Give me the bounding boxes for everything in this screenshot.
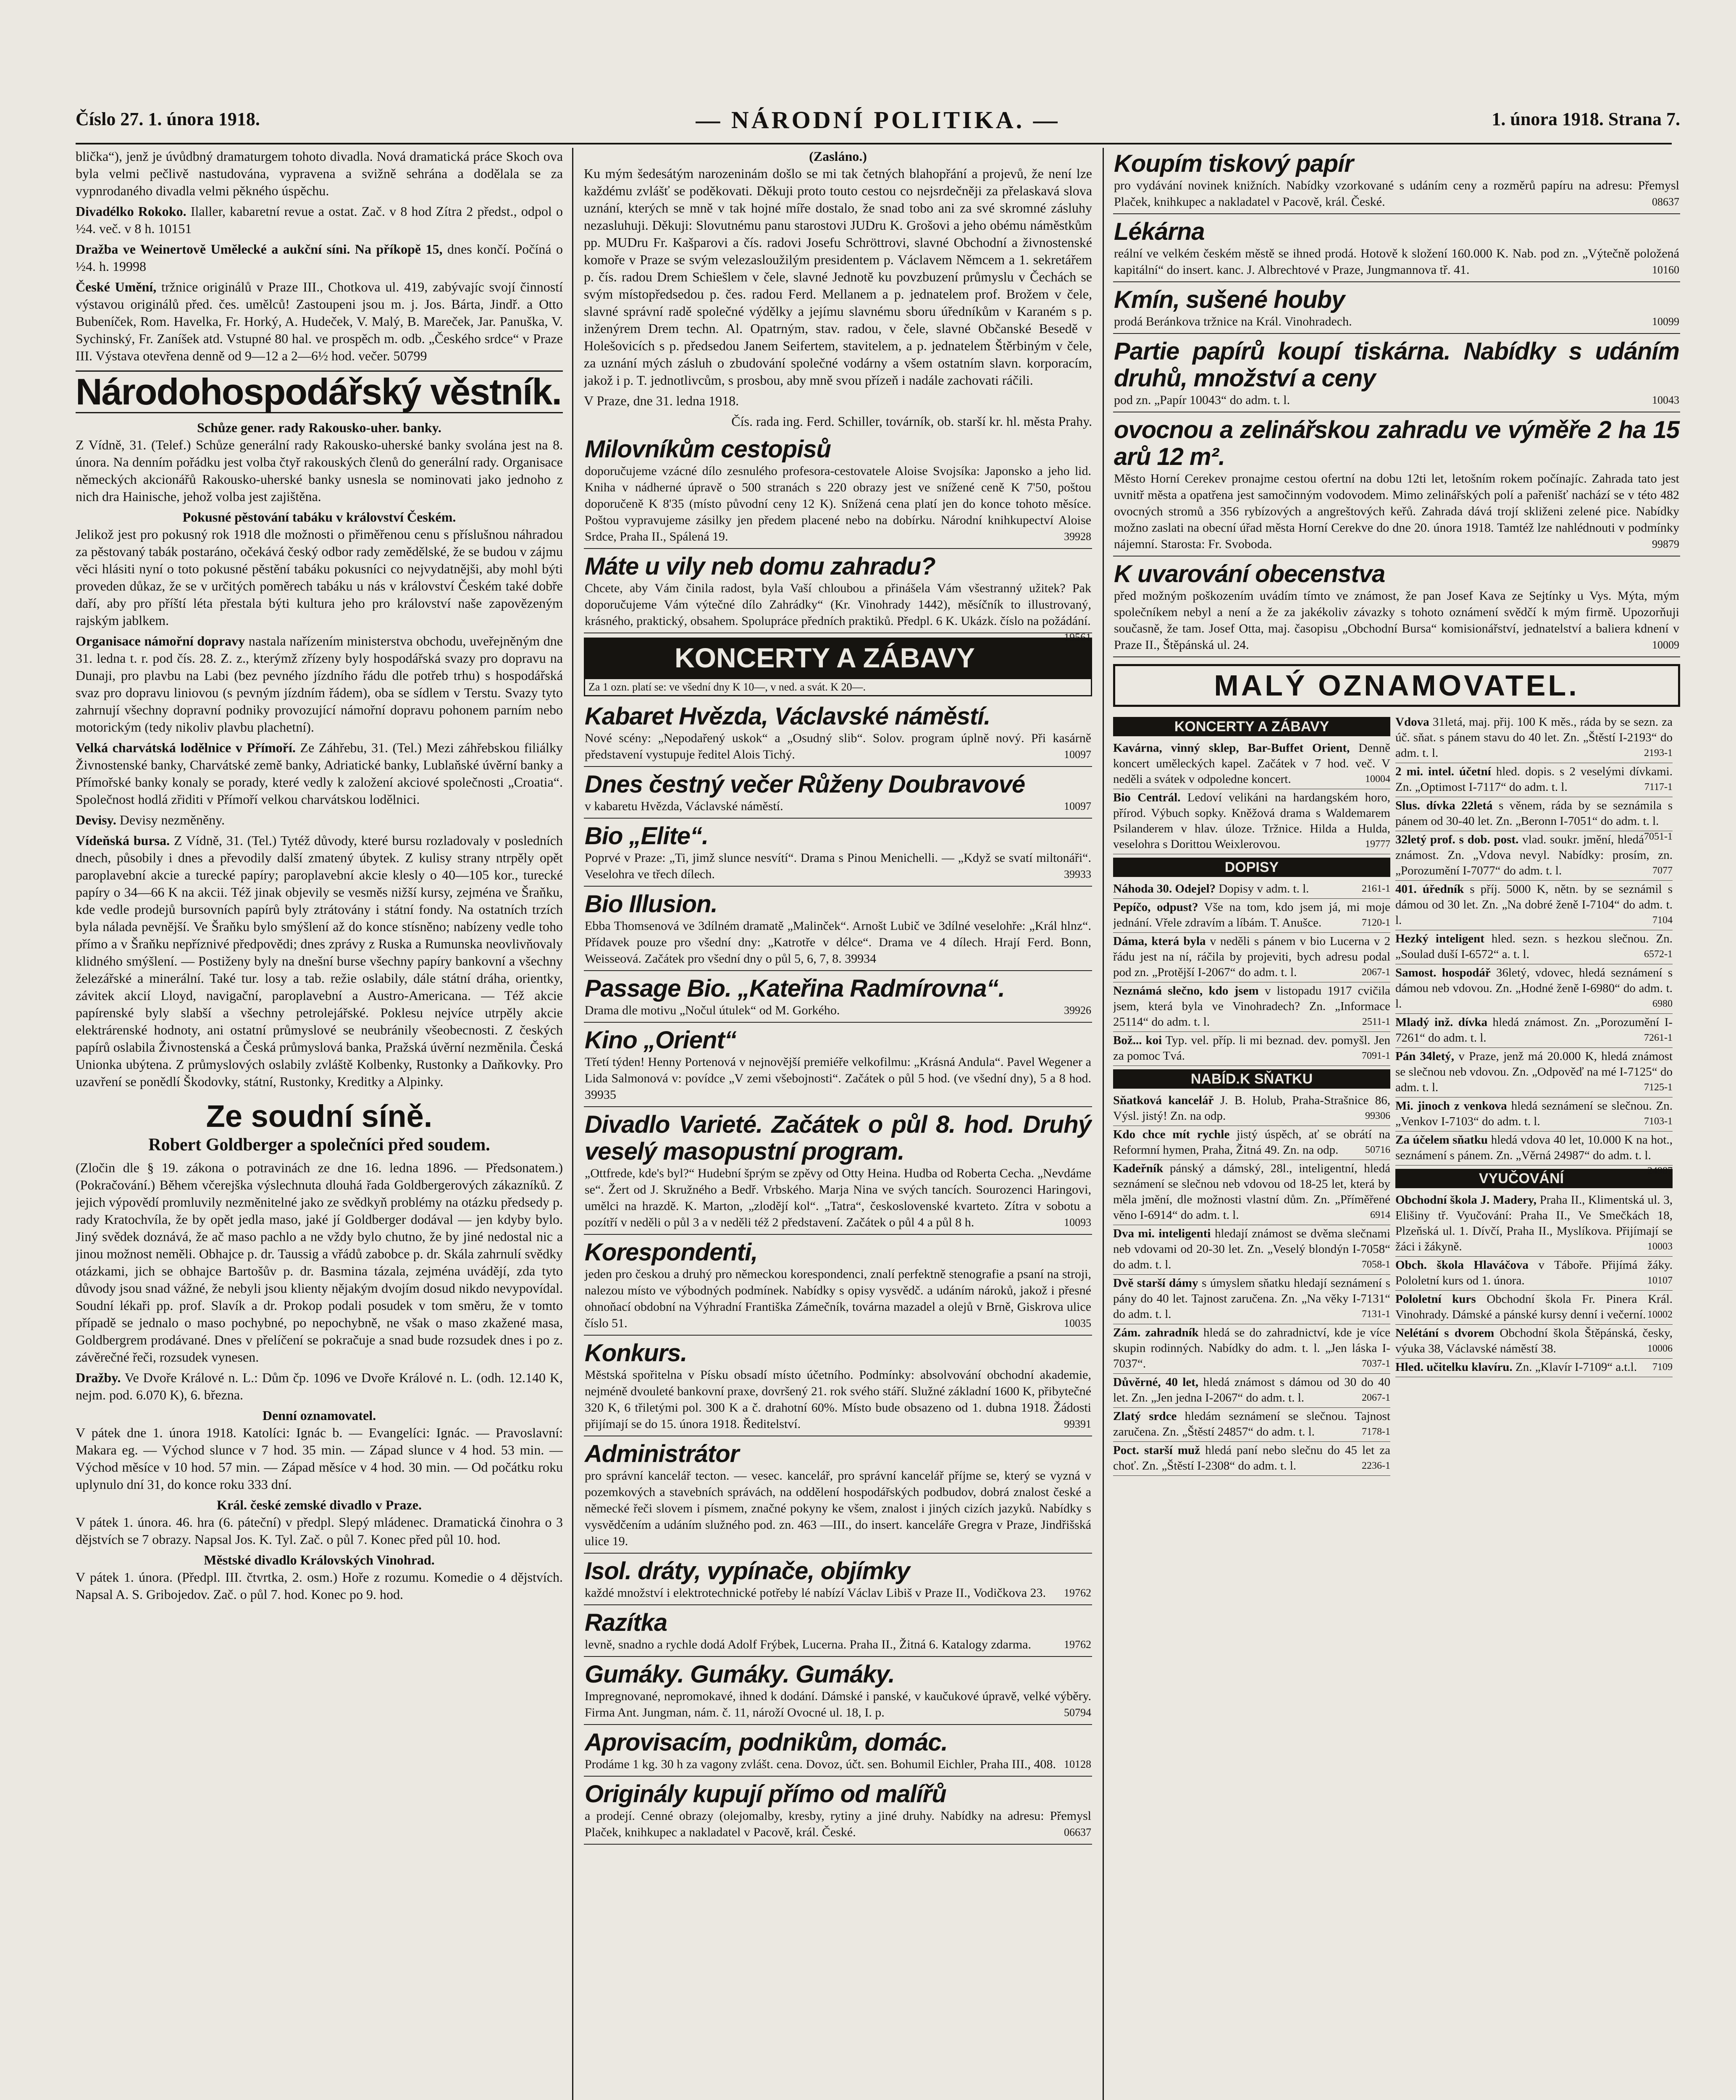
article <box>76 633 563 736</box>
article-body: Ze Záhřebu, 31. (Tel.) Mezi záhřebskou filiálky Živnostenské banky, Charvátské země banky, Adriatické banky, Lublaňské úvěrní banky a Přímořské banky konaly se porady, které vedly k založení akciové společnosti „Croatia“. Společnost hodlá zřiditi v Přímoří velkou charvátskou lodělnici. <box>76 740 563 807</box>
ad-text: Impregnované, nepromokavé, ihned k dodání. Dámské i panské, v kaučukové úpravě, velké výběry. Firma Ant. Jungman, nám. č. 11, nároží Ovocné ul. 18, I. p. 50794 <box>585 1688 1091 1721</box>
classified-ad: Kdo chce mít rychle jistý úspěch, ať se obrátí na Reformní hymen, Praha, Žitná 49. Zn. na odp. 50716 <box>1113 1126 1390 1160</box>
ad-code: 10009 <box>1652 639 1679 651</box>
article-title: Dražba ve Weinertově Umělecké a aukční síni. Na příkopě 15, <box>76 242 443 257</box>
ad-headline: ovocnou a zelinářskou zahradu ve výměře 2 ha 15 arů 12 m². <box>1114 416 1679 470</box>
ad-headline: Partie papírů koupí tiskárna. Nabídky s udáním druhů, množství a ceny <box>1114 338 1679 392</box>
article-title: Divadélko Rokoko. <box>76 204 186 219</box>
article-title: České Umění, <box>76 279 157 294</box>
section-heading: Národohospodářský věstník. <box>76 370 563 413</box>
ad-text: levně, snadno a rychle dodá Adolf Frýbek, Lucerna. Praha II., Žitná 6. Katalogy zdarma. 19762 <box>585 1636 1091 1653</box>
article-body: Z Vídně, 31. (Tel.) Tytéž důvody, které bursu rozladovaly v posledních dnech, působily i dnes a převodily další zmatený úbytek. Z kulisy strany ntrpěly opět paroplavební akcie a turecké papíry; paroplavební akcie klesly o 40—105 kor., turecké papíry o 34—66 K na akcii. Též jinak objevily se vesměs nižší kursy, zejména ve Šraňku, kde vedle prodejů bursovních papírů byly ztrátovány i státní fondy. Na ostatních trzích byla nálada pevnější. Ve Šraňku bylo smýšlení až do konce stísněno; nabízeny vedle toho přímo a v Šraňku nepříznivé předpovědi; dnes zprávy z Ruska a Rumunska neovlivňovaly klidného smýšlení. — Postiženy byly na dnešní burse všechny papíry bankovní a všechny železářské a minerální. Také tur. losy a tab. režie oslabily, dále státní dráha, orientky, závitek akcií Lloyd, navigační, paroplavební a Austro-Americana. — Též akcie papírenské byly slabší a všechny petrolejářské. Poklesu nejvíce utrpěly akcie elektrárenské hodnoty, ani ostatní průmyslové se neubránily všeobecnosti. Z českých papírů oslabila Živnostenská a Česká průmyslová banka, Pražská úvěrní nezměnila. Česká Unionka ubýtena. Z průmyslových oslabily zvláště Kolbenky, Rustonky a Daňkovky. Pro uzavření se ponědlí Škodovky, státní, Rustonky, Kreditky a Alpinky. <box>76 833 563 1089</box>
classified-ad: Pololetní kurs Obchodní škola Fr. Pinera Král. Vinohrady. Dámské a pánské kursy denní i večerní. 10002 <box>1395 1291 1673 1325</box>
advertisement <box>584 1337 1092 1436</box>
article-body: blička“), jenž je úvůdbný dramaturgem tohoto divadla. Nová dramatická práce Skoch ova byla velmi pečlivě nastudována, vypravena a svižně sehrána a dodělala se za vypnrodaného divadla velmi pěkného úspěchu. <box>76 149 563 198</box>
column-3 <box>1113 148 1680 2100</box>
article-body: Z Vídně, 31. (Telef.) Schůze generální rady Rakousko-uherské banky svolána jest na 8. února. Na denním pořádku jest volba čtyř rakouských členů do generální rady. Organisace německých akcionářů Rakousko-uherské banky usnesla se nominovati jako jednoho z nich dra Hainische, jehož volba jest zajištěna. <box>76 437 563 504</box>
section-label: NABÍD.K SŇATKU <box>1113 1069 1390 1089</box>
ad-headline: Kabaret Hvězda, Václavské náměstí. <box>585 703 990 730</box>
classified-ad: Samost. hospodář 36letý, vdovec, hledá seznámení s dámou neb vdovou. Zn. „Hodné ženě I-6980“ do adm. t. l. 6980 <box>1395 964 1673 1014</box>
ad-text: pod zn. „Papír 10043“ do adm. t. l. 10043 <box>1114 392 1679 408</box>
zaslano-title: (Zasláno.) <box>809 149 867 164</box>
ad-headline: Máte u vily neb domu zahradu? <box>585 553 935 580</box>
classifieds-right <box>1395 714 1673 1476</box>
advertisement <box>1113 216 1680 282</box>
advertisement <box>584 1024 1092 1107</box>
classifieds-left <box>1113 714 1390 1476</box>
advertisement <box>584 973 1092 1023</box>
ad-code: 39926 <box>1064 1004 1091 1016</box>
ad-headline: Kino „Orient“ <box>585 1026 736 1054</box>
article <box>76 509 563 629</box>
ad-code: 99391 <box>1064 1418 1091 1430</box>
classified-ad: 401. úředník s příj. 5000 K, nětn. by se seznámil s dámou od 30 let. Zn. „Na dobré ženě I-7104“ do adm. t. l. 7104 <box>1395 881 1673 930</box>
article <box>76 203 563 237</box>
ad-text: Třetí týden! Henny Portenová v nejnovější premiéře velkofilmu: „Krásná Andula“. Pavel Wegener a Lida Salmonová v: povídce „V zemi všebojnosti“. Začátek o půl 5 hod. (ve všední dny), 5 a 8 hod. 39935 <box>585 1055 1091 1102</box>
ad-text: reální ve velkém českém městě se ihned prodá. Hotově k složení 160.000 K. Nab. pod zn. „Výtečně položená kapitální“ do insert. kanc. J. Albrechtové v Praze, Jungmannova tř. 41. 10160 <box>1114 245 1679 278</box>
advertisement <box>584 1555 1092 1605</box>
ad-code: 10035 <box>1064 1317 1091 1329</box>
classified-ad: Nelétání s dvorem Obchodní škola Štěpánská, česky, výuka 38, Václavské náměstí 38. 10006 <box>1395 1325 1673 1359</box>
ad-code: 10099 <box>1652 315 1679 328</box>
masthead: — NÁRODNÍ POLITIKA. — <box>696 106 1060 134</box>
advertisement <box>584 701 1092 767</box>
ad-code: 10097 <box>1064 800 1091 812</box>
article <box>76 278 563 365</box>
article-body: tržnice originálů v Praze III., Chotkova ul. 419, zabývajíc svojí činností výstavou originálů před. čes. umělců! Zastoupeni jsou m. j. Jos. Bárta, Jindř. a Otto Bubeníček, Rom. Havelka, Fr. Horký, A. Hudeček, V. Malý, B. Mareček, Jar. Panuška, V. Sychinský, Fr. Zaníšek atd. Vstupné 80 hal. ve prospěch m. odb. „Českého srdce“ v Praze III. Výstava otevřena denně od 9—12 a 2—6½ hod. večer. 50799 <box>76 279 563 363</box>
classified-ad: Bio Centrál. Ledoví velikáni na hardangském horo, přírod. Výbuch sopky. Kněžová drama s Waldemarem Psilanderem v hlav. úloze. Tržnice. Hilda a Hulda, veselohra s Dorittou Weixlerovou. 19777 <box>1113 789 1390 854</box>
article-title: Devisy. <box>76 812 116 827</box>
ad-code: 08637 <box>1652 196 1679 208</box>
page-date: 1. února 1918. Strana 7. <box>1492 109 1680 129</box>
ad-headline: Kmín, sušené houby <box>1114 286 1345 313</box>
classified-ad: Důvěrné, 40 let, hledá známost s dámou od 30 do 40 let. Zn. „Jen jedna I-2067“ do adm. t. l. 2067-1 <box>1113 1374 1390 1408</box>
classified-ad: Dvě starší dámy s úmyslem sňatku hledají seznámení s pány do 40 let. Tajnost zaručena. Zn. „Na věky I-7131“ do adm. t. l. 7131-1 <box>1113 1275 1390 1324</box>
classified-ad: Neznámá slečno, kdo jsem v listopadu 1917 cvičila jsem, která byla ve Vinohradech? Zn. „Informace 25114“ do adm. t. l. 2511-1 <box>1113 982 1390 1032</box>
article <box>76 1407 563 1493</box>
ad-text: Chcete, aby Vám činila radost, byla Vaší chloubou a přinášela Vám všestranný užitek? Pak doporučujeme Vám výtečné dílo Zahrádky“ (Kr. Vinohrady 1442), měsíčník to illustrovaný, krásného, praktický, obsahem. Spolupráce předních praktiků. Předpl. 6 K. Ukázk. číslo na požádání. 19561 <box>585 580 1091 629</box>
column-2 <box>584 148 1092 2100</box>
advertisement <box>584 1236 1092 1336</box>
concerts-banner: KONCERTY A ZÁBAVY <box>584 638 1092 678</box>
article-body: Devisy nezměněny. <box>119 812 225 827</box>
classified-ad: Zlatý srdce hledám seznámení se slečnou. Tajnost zaručena. Zn. „Štěstí 24857“ do adm. t. l. 7178-1 <box>1113 1408 1390 1442</box>
ad-text: doporučujeme vzácné dílo zesnulého profesora-cestovatele Aloise Svojsíka: Japonsko a jeho lid. Kniha v nádherné úpravě o 500 stranách s 220 obrazy jest ve snížené ceně K 7'50, poštou doporučeně K 8'35 (místo původní ceny 12 K). Snížená cena platí jen do konce tohoto měsíce. Poštou vypravujeme zásilky jen předem placené nebo na dobírku. Národní knihkupectví Aloise Srdce, Praha II., Spálená 19. 39928 <box>585 463 1091 545</box>
section-label: DOPISY <box>1113 858 1390 877</box>
ad-code: 10097 <box>1064 748 1091 761</box>
article <box>76 1369 563 1404</box>
concerts-banner-rates: Za 1 ozn. platí se: ve všední dny K 10—, v ned. a svát. K 20—. <box>584 678 1092 696</box>
ad-code: 50794 <box>1064 1706 1091 1719</box>
advertisement <box>584 820 1092 887</box>
advertisement <box>584 551 1092 643</box>
article <box>76 811 563 829</box>
court-subheading: Robert Goldberger a společníci před soudem. <box>148 1135 490 1155</box>
classified-ad: Za účelem sňatku hledá vdova 40 let, 10.000 K na hot., seznámení s pánem. Zn. „Věrná 24987“ do adm. t. l. 24987 <box>1395 1131 1673 1166</box>
classified-ad: Pepíčo, odpust? Vše na tom, kdo jsem já, mi moje jednání. Vřele zdravím a líbám. T. Anušce. 7120-1 <box>1113 899 1390 933</box>
ad-code: 39928 <box>1064 530 1091 543</box>
article-title: Velká charvátská lodělnice v Přímoří. <box>76 740 296 755</box>
article-body: Ilaller, kabaretní revue a ostat. Zač. v 8 hod Zítra 2 předst., odpol o ½4. več. v 8 h. 10151 <box>76 204 563 236</box>
advertisement <box>1113 414 1680 556</box>
ad-headline: Gumáky. Gumáky. Gumáky. <box>585 1661 895 1688</box>
ad-text: prodá Beránkova tržnice na Král. Vinohradech. 10099 <box>1114 313 1679 330</box>
ad-code: 19762 <box>1064 1638 1091 1651</box>
advertisement <box>584 1109 1092 1235</box>
classified-ad: 32letý prof. s dob. post. vlad. soukr. jmění, hledá známost. Zn. „Vdova nevyl. Nabídky: prosím, zn. „Porozumění I-7077“ do adm. t. l. 7077 <box>1395 831 1673 881</box>
ad-headline: K uvarování obecenstva <box>1114 560 1385 588</box>
article <box>76 241 563 275</box>
section-label: KONCERTY A ZÁBAVY <box>1113 717 1390 736</box>
ad-code: 19762 <box>1064 1587 1091 1599</box>
zaslano-signature: Čís. rada ing. Ferd. Schiller, továrník, ob. starší kr. hl. města Prahy. <box>731 414 1092 429</box>
ad-text: Nové scény: „Nepodařený uskok“ a „Osudný slib“. Solov. program úplně nový. Při kasárně představení vystupuje ředitel Alois Tichý. 10097 <box>585 730 1091 763</box>
advertisement <box>1113 558 1680 657</box>
ad-headline: Razítka <box>585 1609 667 1636</box>
classifieds <box>1113 714 1680 1476</box>
ad-code: 99879 <box>1652 538 1679 550</box>
ad-code: 10093 <box>1064 1216 1091 1228</box>
article-body: Jelikož jest pro pokusný rok 1918 dle možnosti o přiměřenou cenu s příslušnou náhradou za pěstovaný tabák postaráno, očekává český odbor rady zemědělské, že se budou v zájmu věci hlásiti nyní o toto pokusné pěstění tabáku pokusníci co nejvydatnějši, aby mohl býti proveden důkaz, že se v určitých poměrech tabáku u nás v království Českém také dobře daří, aby pro příští léta přestala býti kultura jeho pro království naše zapovězeným rajským jablkem. <box>76 527 563 628</box>
classified-ad: Obchodní škola J. Madery, Praha II., Klimentská ul. 3, Elišiny tř. Vyučování: Praha II., Ve Smečkách 18, Plzeňská ul. 1. Dívčí, Praha II., Myslíkova. Přijímají se žáci i žákyně. 10003 <box>1395 1192 1673 1257</box>
ad-code: 06637 <box>1064 1826 1091 1838</box>
ad-headline: Originály kupují přímo od malířů <box>585 1780 946 1808</box>
classified-ad: 2 mi. intel. účetní hled. dopis. s 2 veselými dívkami. Zn. „Optimost I-7117“ do adm. t. l. 7117-1 <box>1395 763 1673 797</box>
ad-headline: Korespondenti, <box>585 1239 758 1266</box>
ad-headline: Administrátor <box>585 1440 739 1467</box>
zaslano-body: Ku mým šedesátým narozeninám došlo se mi tak četných blahopřání a projevů, že není lze každému zvlášť se poděkovati. Děkuji proto touto cestou co nejsrdečněji za přelaskavá slova uznání, kterých se mně v tak hojné míře dostalo, že snad tobo ani za své skromné zásluhy nezasluhuji. Děkuji: Slovutnému panu starostovi JUDru K. Grošovi a jeho obému náměstkům pp. MUDru Fr. Kašparovi a čís. radovi Josefu Schröttrovi, slavné Obchodní a živnostenské komoře v Praze se svým velezasloužilým presidentem p. Václavem Němcem a 1. sekretářem p. čís. radou Drem Schiešlem v čele, slavné Jednotě ku povzbuzení průmyslu v Čechách se svým místopředsedou p. čes. radou Ferd. Mellanem a p. jednatelem prof. Brožem v čele, slavné správní radě společné výdělky a jejímu slavnému sboru úředníkům v Karaném s p. inženýrem Drem techn. Al. Opatrným, stav. radou, v čele, slavné Občanské Besedě v Holešovicích s p. předsedou Janem Seifertem, stavitelem, a p. jednatelem Štěrbiným v čele, za uznání mých zásluh o zbudování společné vodárny a všem ostatním slavn. korporacím, jakož i p. T. jednotlivcům, s prosbou, aby mně svou přízeň i nadále zachovati ráčili. <box>584 166 1092 388</box>
ad-code: 39933 <box>1064 868 1091 880</box>
article <box>76 1496 563 1548</box>
page-header <box>76 108 1680 146</box>
classified-ad: Hled. učitelku klavíru. Zn. „Klavír I-7109“ a.t.l. 7109 <box>1395 1359 1673 1377</box>
advertisement <box>584 888 1092 971</box>
advertisement <box>1113 336 1680 412</box>
article-body: V pátek 1. února. (Předpl. III. čtvrtka, 2. osm.) Hoře z rozumu. Komedie o 4 dějstvích. Napsal A. S. Gribojedov. Zač. o půl 7. hod. Konec po 9. hod. <box>76 1570 563 1602</box>
ad-headline: Konkurs. <box>585 1339 687 1367</box>
advertisement <box>1113 284 1680 334</box>
article-body: Ve Dvoře Králové n. L.: Dům čp. 1096 ve Dvoře Králové n. L. (odh. 12.140 K, nejm. pod. 6.070 K), 6. března. <box>76 1370 563 1402</box>
ad-headline: Isol. dráty, vypínače, objímky <box>585 1557 910 1585</box>
ad-text: před možným poškozením uvádím tímto ve známost, že pan Josef Kava ze Sejtínky u Vys. Mýta, mým společníkem nebyl a není a že za jakékoliv závazky s tohoto oznámení svědčí k mým firmě. Upozorňuji současně, že tam. Josef Otta, maj. časopisu „Obchodní Bursa“ komisionářství, jednatelství a baliera kdnení v Praze II., Štěpánská ul. 24. 10009 <box>1114 588 1679 653</box>
classified-ad: Dva mi. inteligenti hledají známost se dvěma slečnami neb vdovami od 20-30 let. Zn. „Veselý blondýn I-7058“ do adm. t. l. 7058-1 <box>1113 1225 1390 1275</box>
article-title: Dražby. <box>76 1370 121 1385</box>
ad-headline: Bio „Elite“. <box>585 822 709 850</box>
classified-ad: Sňatková kancelář J. B. Holub, Praha-Strašnice 86, Výsl. jistý! Zn. na odp. 99306 <box>1113 1092 1390 1126</box>
classified-ad: Mladý inž. dívka hledá známost. Zn. „Porozumění I-7261“ do adm. t. l. 7261-1 <box>1395 1014 1673 1048</box>
ad-text: a prodejí. Cenné obrazy (olejomalby, kresby, rytiny a jiné druhy. Nabídky na adresu: Přemysl Plaček, knihkupec a nakladatel v Pacově, král. České. 06637 <box>585 1808 1091 1840</box>
ad-code: 10043 <box>1652 394 1679 406</box>
column-1 <box>76 148 563 2100</box>
article-body: V pátek dne 1. února 1918. Katolíci: Ignác b. — Evangelíci: Ignác. — Pravoslavní: Makara eg. — Východ slunce v 7 hod. 35 min. — Západ slunce v 4 hod. 53 min. — Východ měsíce v 10 hod. 57 min. — Západ měsíce v 4 hod. 30 min. — Od počátku roku uplynulo dní 31, do konce roku 333 dní. <box>76 1425 563 1492</box>
classified-ad: Hezký inteligent hled. sezn. s hezkou slečnou. Zn. „Soulad duší I-6572“ a. t. l. 6572-1 <box>1395 930 1673 964</box>
ad-text: každé množství i elektrotechnické potřeby lé nabízí Václav Libiš v Praze II., Vodičkova 23. 19762 <box>585 1585 1091 1601</box>
classified-ad: Zám. zahradník hledá se do zahradnictví, kde je více skupin rodinných. Nabídky do adm. t. l. „Jen láska I-7037“. 7037-1 <box>1113 1324 1390 1374</box>
court-heading: Ze soudní síně. <box>206 1099 433 1134</box>
article-title: Městské divadlo Královských Vinohrad. <box>204 1552 435 1567</box>
classified-ad: Kavárna, vinný sklep, Bar-Buffet Orient, Denně koncert uměleckých kapel. Začátek v 7 hod. več. V neděli a svátek v odpoledne koncert. 10004 <box>1113 740 1390 789</box>
ad-headline: Bio Illusion. <box>585 890 717 918</box>
classified-ad: Pán 34letý, v Praze, jenž má 20.000 K, hledá známost se slečnou neb vdovou. Zn. „Odpověď na mé I-7125“ do adm. t. l. 7125-1 <box>1395 1048 1673 1097</box>
article <box>76 832 563 1090</box>
ad-text: v kabaretu Hvězda, Václavské náměstí. 10097 <box>585 798 1091 814</box>
advertisement <box>584 433 1092 549</box>
advertisement <box>584 1607 1092 1657</box>
article-title: Pokusné pěstování tabáku v království Českém. <box>182 509 456 525</box>
ad-headline: Divadlo Varieté. Začátek o půl 8. hod. Druhý veselý masopustní program. <box>585 1111 1091 1165</box>
article <box>76 739 563 808</box>
advertisement <box>584 1727 1092 1777</box>
ad-text: Ebba Thomsenová ve 3dílném dramatě „Malinček“. Arnošt Lubič ve 3dílné veselohře: „Král hlnz“. Přídavek pouze pro všední dny: „Katrotře v délce“. Drama ve 4 dílech. Hrají Ferd. Bonn, Weisseová. Začátek pro všední dny o půl 5, 6, 7, 8. 39934 <box>585 919 1091 966</box>
header-rule <box>76 143 1672 144</box>
section-label: VYUČOVÁNÍ <box>1395 1169 1673 1188</box>
ad-headline: Lékárna <box>1114 218 1205 245</box>
issue-number: Číslo 27. 1. února 1918. <box>76 109 260 129</box>
advertisement <box>584 1438 1092 1554</box>
article-body: V pátek 1. února. 46. hra (6. páteční) v předpl. Slepý mládenec. Dramatická činohra o 3 dějstvích se 7 obrazy. Napsal Jos. K. Tyl. Zač. o půl 7. Konec před půl 10. hod. <box>76 1515 563 1547</box>
ad-text: pro správní kancelář tecton. — vesec. kancelář, pro správní kancelář příjme se, který se vyzná v pozemkových a stavebních správách, na oddělení hospodářských podbudov, dobrá znalost české a německé řeči slovem i písmem, značné pokyny ke všem, znalost i jiných cizích jazyků. Nabídky s vysvědčením a udáním služného pod. zn. 463 —III., do insert. kanceláře Gregra v Praze, Jindřišská ulice 19. <box>585 1469 1091 1548</box>
advertisement <box>1113 148 1680 214</box>
article-title: Vídeňská bursa. <box>76 833 170 848</box>
court-article-body: (Zločin dle § 19. zákona o potravinách ze dne 16. ledna 1896. — Předsonatem.) (Pokračování.) Během včerejška výslechnuta dlouhá řada Goldbergerových zákazníků. Z jejich výpovědí promluvily nezměnitelné jako ze svědkyň problémy na otázku předsedy p. rady Kratochvíla, že by opět jedla maso, jaké jí Goldberger dodával — jen kdyby bylo. Jiný svědek doznává, že ač maso pachlo a ne vždy bylo chutno, že by jiné nedostal nic a jinou možnost neměli. Obhajce p. dr. Taussig a vřádů zabobce p. dr. Skála zahrnulí svědky otázkami, jich se obhajce Bartošův p. dr. Basmina tázala, zejména uvádějí, zda tyto důvody jsou snad vážné, že nebyli jsou klienty nějakým dvojím dosud nikdo nevypovídal. Soudní lékaři pp. prof. Slavík a dr. Prokop podali posudek v tom směru, že v tomto případě se jednalo o maso pochybné, po nepochybně, ne však o maso zkažené masa, Goldbergrem prodávané. Dnes v přelíčení se pokračuje a snad bude rozsudek dnes i po z. závěrečné řeči, rozsudek vynesen. <box>76 1160 563 1365</box>
article-title: Král. české zemské divadlo v Praze. <box>217 1497 422 1512</box>
classified-ad: Bož... koi Typ. vel. příp. li mi beznad. dev. pomyšl. Jen za pomoc Tvá. 7091-1 <box>1113 1032 1390 1066</box>
classified-ad: Vdova 31letá, maj. přij. 100 K měs., ráda by se sezn. za úč. sňat. s pánem stavu do 40 let. Zn. „Štěstí I-2193“ do adm. t. l. 2193-1 <box>1395 714 1673 763</box>
article <box>76 1551 563 1603</box>
ad-text: Poprvé v Praze: „Ti, jimž slunce nesvítí“. Drama s Pinou Menichelli. — „Když se svatí miltonáři“. Veselohra ve třech dílech. 39933 <box>585 850 1091 882</box>
classified-ad: Náhoda 30. Odejel? Dopisy v adm. t. l. 2161-1 <box>1113 880 1390 899</box>
classified-ad: Dáma, která byla v neděli s pánem v bio Lucerna v 2 řádu jest na ní, ráčila by projeviti, bych adresu podal pod zn. „Protější I-2067“ do adm. t. l. 2067-1 <box>1113 933 1390 982</box>
ad-headline: Milovníkům cestopisů <box>585 436 831 463</box>
article-body: nastala nařízením ministerstva obchodu, uveřejněným dne 31. ledna t. r. pod čís. 28. Z. z., kterýmž zřízeny byly hospodářská svazy pro dopravu na Dunaji, pro plavbu na Labi (bez pevného jízdního řádu dle potřeb trhu) s hospodářská svaz pro dopravu liniovou (s pevným jízdním řádem), oba se sídlem v Terstu. Svazy tyto zahrnují všechny dopravní podniky provozující námořní dopravu pohonem parním nebo motorickým (tedy nikoliv plavbu plachetní). <box>76 633 563 735</box>
advertisement <box>584 1659 1092 1725</box>
zaslano-place: V Praze, dne 31. ledna 1918. <box>584 393 739 408</box>
ad-text: Město Horní Cerekev pronajme cestou ofertní na dobu 12ti let, letošním rokem počínajíc. Zahrada tato jest uvnitř města a opatřena jest samočinným vodovodem. Mimo zelinářských polí a pařenišť nachází se v této 482 ovocných stromů a 356 rybízových a angreštových keřů. Zahrada dává trojí skliženi zelené pice. Nabídky možno zaslati na obecní úřad města Horní Cerekve do dne 20. února 1918. Tamtéž lze nahlédnouti v podmínky nájemní. Starosta: Fr. Svoboda. 99879 <box>1114 470 1679 552</box>
advertisement <box>584 769 1092 819</box>
article-body: dnes končí. Počíná o ½4. h. 19998 <box>76 242 563 274</box>
ad-code: 10128 <box>1064 1758 1091 1770</box>
classified-ad: Kadeřník pánský a dámský, 28l., inteligentní, hledá seznámení se slečnou neb vdovou od 18-25 let, která by měla jmění, dle možnosti vlastní dům. Zn. „Příměřené věno I-6914“ do adm. t. l. 6914 <box>1113 1160 1390 1225</box>
ad-text: Prodáme 1 kg. 30 h za vagony zvlášt. cena. Dovoz, účt. sen. Bohumil Eichler, Praha III., 408. 10128 <box>585 1756 1091 1772</box>
classified-ad: Obch. škola Hlaváčova v Táboře. Přijímá žáky. Pololetní kurs od 1. února. 10107 <box>1395 1257 1673 1291</box>
column-divider <box>1103 148 1104 2100</box>
article-title: Organisace námořní dopravy <box>76 633 245 648</box>
classified-ad: Mi. jinoch z venkova hledá seznámení se slečnou. Zn. „Venkov I-7103“ do adm. t. l. 7103-1 <box>1395 1097 1673 1131</box>
ad-text: Drama dle motivu „Nočul útulek“ od M. Gorkého. 39926 <box>585 1002 1091 1018</box>
ad-text: pro vydávání novinek knižních. Nabídky vzorkované s udáním ceny a rozměrů papíru na adresu: Přemysl Plaček, knihkupec a nakladatel v Pacově, král. České. 08637 <box>1114 177 1679 210</box>
article <box>76 419 563 505</box>
ad-text: Městská spořitelna v Písku obsadí místo účetního. Podmínky: absolvování obchodní akademie, nejméně dvouleté bankovní praxe, dovršený 21. rok svého stáří. Služné základní 1600 K, přibytečné 320 K, 6 třiletými pol. 300 K a č. drahotní 60%. Místo bude obsazeno od 1. dubna 1918. Žádosti přijímají se do 15. února 1918. Ředitelství. 99391 <box>585 1367 1091 1432</box>
classified-ad: Slus. dívka 22letá s věnem, ráda by se seznámila s pánem od 30-40 let. Zn. „Beronn I-7051“ do adm. t. l. 7051-1 <box>1395 797 1673 831</box>
ad-headline: Aprovisacím, podnikům, domác. <box>585 1729 948 1756</box>
article-title: Denní oznamovatel. <box>262 1408 376 1423</box>
classified-ad: Poct. starší muž hledá paní nebo slečnu do 45 let za choť. Zn. „Štěstí I-2308“ do adm. t. l. 2236-1 <box>1113 1442 1390 1476</box>
ad-code: 10160 <box>1652 264 1679 276</box>
ad-headline: Dnes čestný večer Růženy Doubravové <box>585 771 1025 798</box>
ad-headline: Koupím tiskový papír <box>1114 150 1353 177</box>
ad-code: 19561 <box>1064 631 1091 643</box>
article-title: Schůze gener. rady Rakousko-uher. banky. <box>197 420 441 435</box>
ad-text: jeden pro českou a druhý pro německou korespondenci, znalí perfektně stenografie a psaní na stroji, nalezou místo ve výbodných podmínek. Nabídky s opisy vysvědč. a udáním nároků, jakož i přesné ohnoňací obdobní na Výhradní Františka Zámečník, továrna mazadel a olejů v Brně, Giskrova ulice číslo 51. 10035 <box>585 1266 1091 1331</box>
article <box>76 148 563 200</box>
classifieds-banner: MALÝ OZNAMOVATEL. <box>1113 664 1680 707</box>
ad-text: „Ottfrede, kde's byl?“ Hudební šprým se zpěvy od Otty Heina. Hudba od Roberta Cecha. „Nevdáme se“. Žert od J. Skružného a Bedř. Vrbského. Marja Nina ve svých tancích. Sourozenci Haringovi, umělci na hrazdě. K. Marton, „zlodějí kol“. „Tatra“, československé kvarteto. Zítra v sobotu a pozítří v neděli o půl 3 a v neděli též 2 představení. Začátek o půl 4 a půl 8 h. 10093 <box>585 1165 1091 1231</box>
ad-headline: Passage Bio. „Kateřina Radmírovna“. <box>585 975 1005 1002</box>
advertisement <box>584 1778 1092 1845</box>
column-divider <box>572 148 573 2100</box>
